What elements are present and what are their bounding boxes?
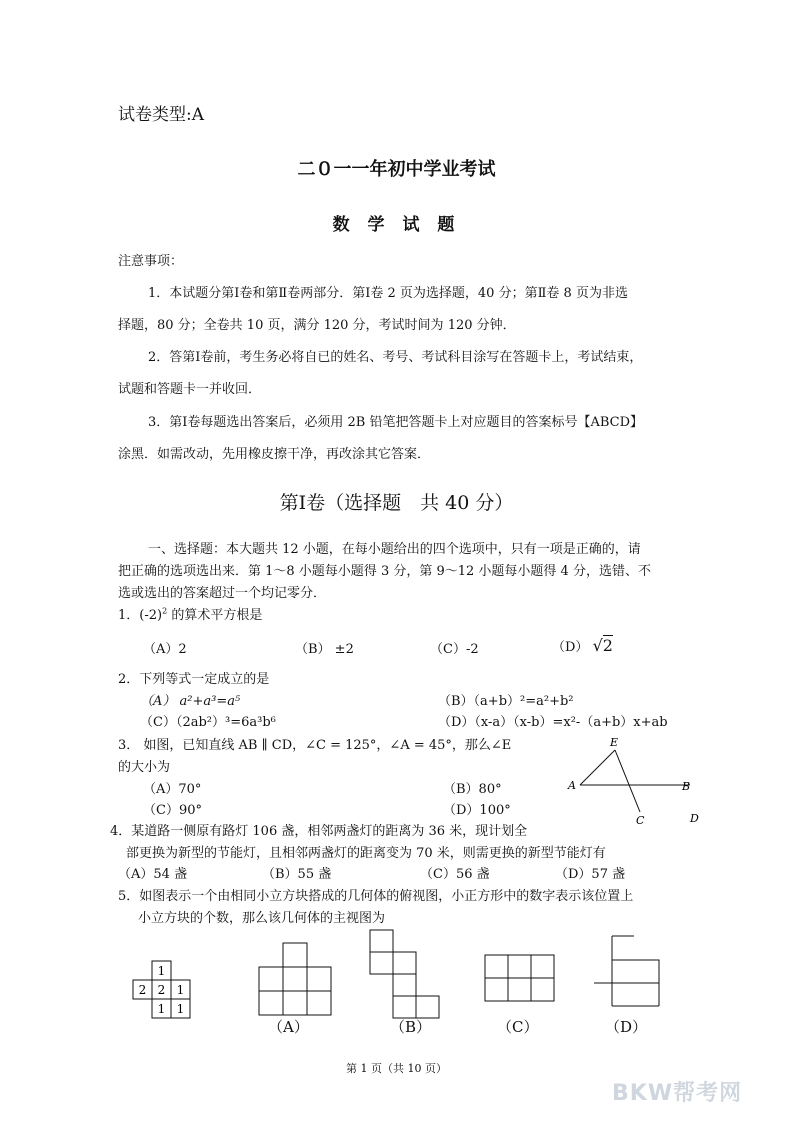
grid-number: 1 <box>176 983 185 997</box>
notice-item-1-line-2: 择题，80 分；全卷共 10 页，满分 120 分，考试时间为 120 分钟． <box>118 318 516 333</box>
notice-item-3-line-2: 涂黑．如需改动，先用橡皮擦干净，再改涂其它答案． <box>118 447 431 462</box>
q5-view-a <box>255 938 340 1018</box>
q1-sqrt-radicand: 2 <box>602 636 613 655</box>
line-ae <box>580 750 615 785</box>
q5-view-d <box>590 930 670 1010</box>
q3-option-d: （D）100° <box>443 803 511 818</box>
q1-stem-sup: 2 <box>162 606 168 616</box>
q1-stem-suffix: 的算术平方根是 <box>167 608 263 623</box>
exam-title: 二０一一年初中学业考试 <box>297 159 496 180</box>
notice-item-1-line-1: 1．本试题分第Ⅰ卷和第Ⅱ卷两部分．第Ⅰ卷 2 页为选择题，40 分；第Ⅱ卷 8 页为非选 <box>148 286 628 301</box>
q3-stem: 3． 如图，已知直线 AB ∥ CD，∠C = 125°，∠A = 45°，那么∠E <box>118 738 512 753</box>
q3-option-a: （A）70° <box>143 782 202 797</box>
q2-option-c: （C）（2ab²）³=6a³b⁶ <box>140 715 276 730</box>
q1-option-b: （B） ±2 <box>295 642 354 657</box>
q1-option-d <box>552 636 613 655</box>
section-title: 第Ⅰ卷（选择题 共 40 分） <box>279 492 514 514</box>
q5-label-d: （D） <box>605 1018 648 1036</box>
q2-option-b: （B）（a+b）²=a²+b² <box>438 694 574 709</box>
notice-item-2-line-2: 试题和答题卡一并收回． <box>118 382 262 397</box>
q1-option-a: （A）2 <box>143 642 187 657</box>
q3-option-c: （C）90° <box>143 803 202 818</box>
q5-label-a: （A） <box>268 1018 309 1036</box>
notice-heading: 注意事项： <box>118 254 184 269</box>
q1-option-c: （C）-2 <box>430 642 479 657</box>
grid-number: 1 <box>176 1002 185 1016</box>
notice-item-3-line-1: 3．第Ⅰ卷每题选出答案后，必须用 2B 铅笔把答题卡上对应题目的答案标号【ABCD】 <box>148 415 644 430</box>
line-ec <box>615 750 640 812</box>
q1-stem <box>118 604 262 623</box>
grid-number: 2 <box>138 983 147 997</box>
sqrt-symbol: √ <box>592 636 603 655</box>
q1-stem-prefix: 1．(-2) <box>118 608 163 623</box>
q5-stem-line-1: 5．如图表示一个由相同小立方块搭成的几何体的俯视图，小正方形中的数字表示该位置上 <box>118 889 634 904</box>
grid-number: 2 <box>157 983 166 997</box>
point-label-c: C <box>636 814 645 827</box>
q5-view-b <box>365 926 445 1021</box>
section-intro-line-2: 把正确的选项选出来．第 1～8 小题每小题得 3 分，第 9～12 小题每小题得 4 分，选错、不 <box>118 564 651 579</box>
point-label-e: E <box>610 736 619 749</box>
q4-stem-line-2: 部更换为新型的节能灯，且相邻两盏灯的距离变为 70 米，则需更换的新型节能灯有 <box>126 846 606 861</box>
q4-option-c: （C）56 盏 <box>420 867 490 882</box>
grid-number: 1 <box>157 964 166 978</box>
point-label-d: D <box>690 812 699 825</box>
point-label-b: B <box>682 780 691 793</box>
q2-option-d: （D）（x-a）（x-b）=x²-（a+b）x+ab <box>438 715 668 730</box>
grid-number: 1 <box>157 1002 166 1016</box>
q4-option-d: （D）57 盏 <box>555 867 626 882</box>
paper-type: 试卷类型:A <box>118 105 205 125</box>
q1-option-d-label: （D） <box>552 640 589 655</box>
top-view-grid <box>130 955 210 1025</box>
q5-label-b: （B） <box>390 1018 432 1036</box>
q2-option-a: （A） a²+a³=a⁵ <box>140 694 241 709</box>
point-label-a: A <box>568 779 576 792</box>
q3-option-b: （B）80° <box>443 782 502 797</box>
q5-stem-line-2: 小立方块的个数，那么该几何体的主视图为 <box>138 911 386 926</box>
q5-view-c <box>480 950 560 1008</box>
q2-stem: 2．下列等式一定成立的是 <box>118 672 270 687</box>
section-intro-line-1: 一、选择题：本大题共 12 小题，在每小题给出的四个选项中，只有一项是正确的，请 <box>148 542 641 557</box>
q4-option-b: （B）55 盏 <box>262 867 332 882</box>
q4-stem-line-1: 4．某道路一侧原有路灯 106 盏，相邻两盏灯的距离为 36 米，现计划全 <box>110 824 528 839</box>
exam-subtitle: 数 学 试 题 <box>332 215 461 235</box>
site-watermark-logo: BKW帮考网 <box>612 1081 743 1106</box>
q5-label-c: （C） <box>497 1018 539 1036</box>
notice-item-2-line-1: 2．答第Ⅰ卷前，考生务必将自已的姓名、考号、考试科目涂写在答题卡上，考试结束， <box>148 350 643 365</box>
page-footer: 第 1 页（共 10 页） <box>346 1062 447 1075</box>
q3-stem-line-2: 的大小为 <box>118 760 171 775</box>
q3-figure <box>560 732 710 832</box>
q4-option-a: （A）54 盏 <box>118 867 188 882</box>
section-intro-line-3: 选或选出的答案超过一个均记零分． <box>118 586 327 601</box>
